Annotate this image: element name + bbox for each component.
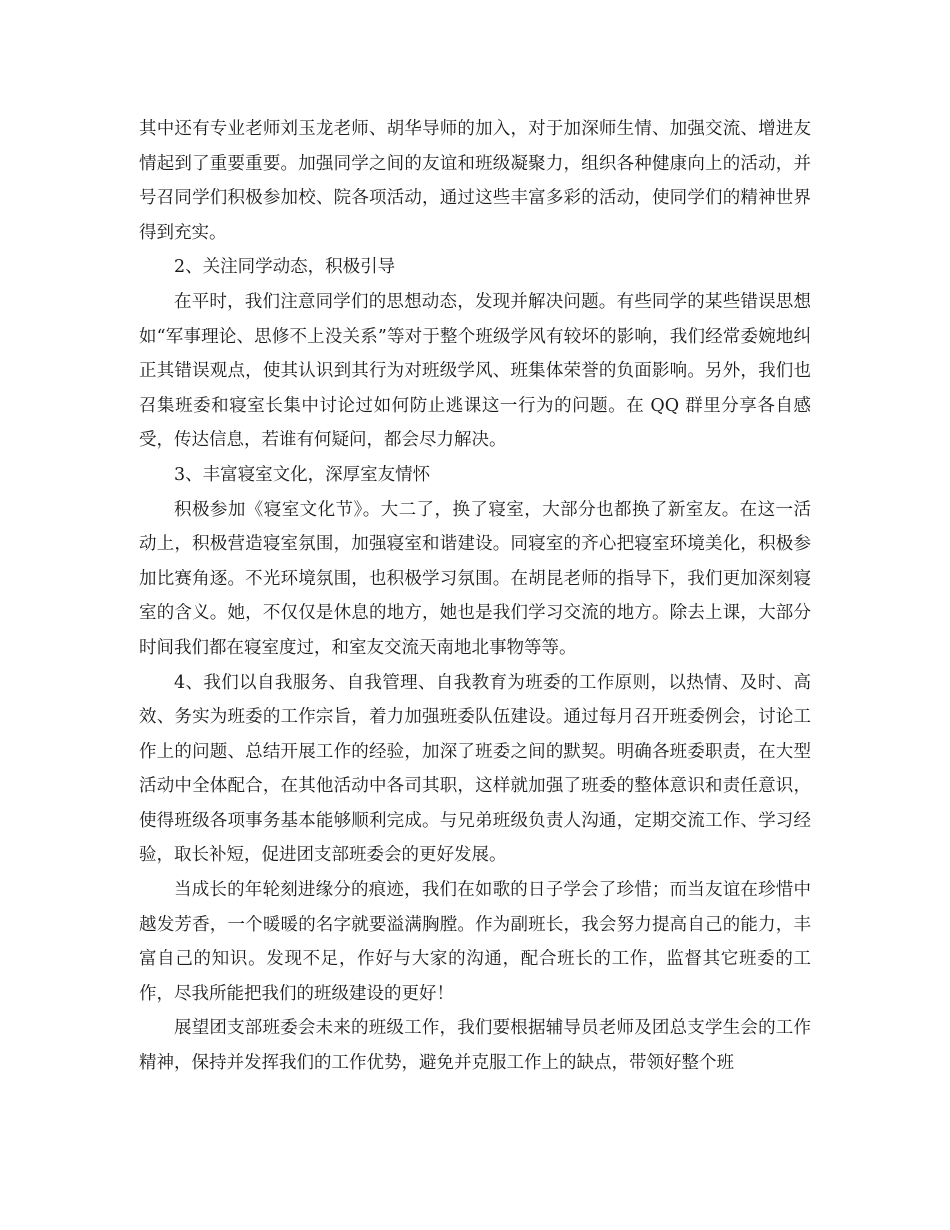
- paragraph-dorm-culture: 积极参加《寝室文化节》。大二了，换了寝室，大部分也都换了新室友。在这一活动上，积极营造寝室氛围，加强寝室和谐建设。同寝室的齐心把寝室环境美化，积极参加比赛角逐。不光环境氛围，也积极学习氛围。在胡昆老师的指导下，我们更加深刻寝室的含义。她，不仅仅是休息的地方，她也是我们学习交流的地方。除去上课，大部分时间我们都在寝室度过，和室友交流天南地北事物等等。: [139, 499, 811, 658]
- section-heading-3: 3、丰富寝室文化，深厚室友情怀: [174, 464, 431, 485]
- section-heading-2: 2、关注同学动态，积极引导: [174, 257, 396, 278]
- paragraph-committee-principles: 4、我们以自我服务、自我管理、自我教育为班委的工作原则，以热情、及时、高效、务实为班委的工作宗旨，着力加强班委队伍建设。通过每月召开班委例会，讨论工作上的问题、总结开展工作的经验，加深了班委之间的默契。明确各班委职责，在大型活动中全体配合，在其他活动中各司其职，这样就加强了班委的整体意识和责任意识，使得班级各项事务基本能够顺利完成。与兄弟班级负责人沟通，定期交流工作、学习经验，取长补短，促进团支部班委会的更好发展。: [139, 672, 811, 866]
- paragraph-student-dynamics: 在平时，我们注意同学们的思想动态，发现并解决问题。有些同学的某些错误思想如“军事理论、思修不上没关系”等对于整个班级学风有较坏的影响，我们经常委婉地纠正其错误观点，使其认识到其行为对班级学风、班集体荣誉的负面影响。另外，我们也召集班委和寝室长集中讨论过如何防止逃课这一行为的问题。在 QQ 群里分享各自感受，传达信息，若谁有何疑问，都会尽力解决。: [139, 291, 811, 451]
- paragraph-reflection: 当成长的年轮刻进缘分的痕迹，我们在如歌的日子学会了珍惜；而当友谊在珍惜中越发芳香，一个暖暖的名字就要溢满胸膛。作为副班长，我会努力提高自己的能力，丰富自己的知识。发现不足，作好与大家的沟通，配合班长的工作，监督其它班委的工作，尽我所能把我们的班级建设的更好！: [139, 880, 811, 1004]
- document-page: [139, 112, 811, 1081]
- paragraph-intro: 其中还有专业老师刘玉龙老师、胡华导师的加入，对于加深师生情、加强交流、增进友情起到了重要重要。加强同学之间的友谊和班级凝聚力，组织各种健康向上的活动，并号召同学们积极参加校、院各项活动，通过这些丰富多彩的活动，使同学们的精神世界得到充实。: [139, 119, 811, 243]
- paragraph-outlook: 展望团支部班委会未来的班级工作，我们要根据辅导员老师及团总支学生会的工作精神，保持并发挥我们的工作优势，避免并克服工作上的缺点，带领好整个班: [139, 1018, 811, 1074]
